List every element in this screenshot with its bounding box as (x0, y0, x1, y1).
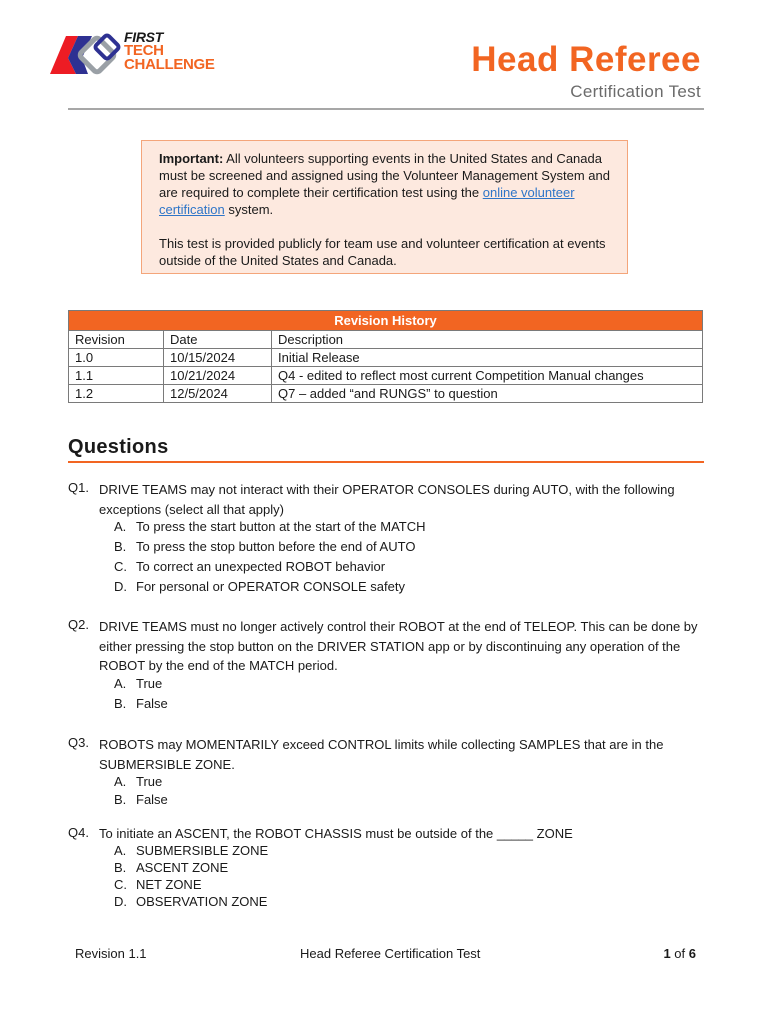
answer-option (114, 519, 708, 539)
notice-text-after-link: system. (224, 202, 274, 217)
answer-options (114, 676, 708, 716)
table-cell: 1.1 (69, 367, 164, 385)
option-text: False (136, 695, 168, 711)
table-cell: 10/21/2024 (164, 367, 272, 385)
page-current: 1 (663, 946, 671, 961)
column-header: Description (272, 331, 703, 349)
option-letter: C. (114, 877, 127, 892)
table-row (69, 385, 703, 403)
answer-option (114, 676, 708, 696)
notice-paragraph-2: This test is provided publicly for team use and volunteer certification at events outside of the United States and Canada. (159, 236, 606, 268)
table-row (69, 349, 703, 367)
question-text: ROBOTS may MOMENTARILY exceed CONTROL limits while collecting SAMPLES that are in the SUBMERSIBLE ZONE. (99, 737, 664, 772)
answer-option (114, 860, 708, 877)
logo-challenge: CHALLENGE (124, 56, 215, 73)
option-letter: B. (114, 695, 127, 711)
option-letter: B. (114, 539, 127, 554)
option-letter: A. (114, 774, 127, 789)
answer-option (114, 843, 708, 860)
answer-options (114, 843, 708, 911)
option-text: False (136, 792, 168, 807)
answer-options (114, 774, 708, 810)
table-row (69, 367, 703, 385)
option-text: To correct an unexpected ROBOT behavior (136, 559, 386, 574)
option-letter: B. (114, 792, 127, 807)
table-header-row (69, 331, 703, 349)
question-number: Q3. (68, 735, 89, 750)
document-subtitle: Certification Test (570, 82, 701, 101)
answer-option (114, 559, 708, 579)
answer-option (114, 774, 708, 792)
option-letter: A. (114, 675, 127, 691)
column-header: Revision (69, 331, 164, 349)
first-tech-challenge-logo-icon (48, 30, 126, 78)
footer-revision: Revision 1.1 (75, 946, 147, 961)
option-text: OBSERVATION ZONE (136, 894, 268, 909)
logo-first: FIRST (124, 29, 163, 45)
table-cell: 10/15/2024 (164, 349, 272, 367)
option-text: NET ZONE (136, 877, 202, 892)
question-text: DRIVE TEAMS may not interact with their OPERATOR CONSOLES during AUTO, with the following exceptions (select all that apply) (99, 482, 675, 517)
question-number: Q2. (68, 617, 89, 632)
table-cell: 12/5/2024 (164, 385, 272, 403)
notice-text-before-link: All volunteers supporting events in the United States and Canada must be screened and assigned using the Volunteer Management System and are required to complete their certification test using the (159, 151, 610, 200)
important-label: Important: (159, 151, 224, 166)
answer-option (114, 539, 708, 559)
option-letter: D. (114, 894, 127, 909)
revision-history-table (68, 310, 703, 403)
questions-divider (68, 461, 704, 463)
revision-history-title: Revision History (69, 311, 703, 331)
first-tech-challenge-logo (48, 30, 238, 80)
option-text: True (136, 774, 163, 789)
logo-wordmark (124, 30, 215, 72)
question-number: Q4. (68, 825, 89, 840)
question-3 (68, 735, 708, 810)
option-text: ASCENT ZONE (136, 860, 229, 875)
question-4 (68, 825, 708, 911)
column-header: Date (164, 331, 272, 349)
question-number: Q1. (68, 480, 89, 495)
answer-option (114, 877, 708, 894)
important-notice-box (141, 140, 628, 274)
document-title: Head Referee (471, 40, 701, 79)
footer-title: Head Referee Certification Test (300, 946, 481, 961)
table-cell: 1.2 (69, 385, 164, 403)
option-letter: A. (114, 519, 127, 534)
option-text: To press the start button at the start of the MATCH (136, 519, 426, 534)
question-2 (68, 617, 708, 716)
logo-tech: TECH (124, 42, 164, 59)
option-letter: C. (114, 559, 127, 574)
header-divider (68, 108, 704, 110)
answer-options (114, 519, 708, 599)
option-text: True (136, 675, 163, 691)
option-letter: B. (114, 860, 127, 875)
questions-heading: Questions (68, 436, 169, 458)
answer-option (114, 579, 708, 599)
question-1 (68, 480, 708, 599)
option-letter: D. (114, 579, 127, 594)
answer-option (114, 792, 708, 810)
page-of: of (670, 946, 689, 961)
table-cell: Initial Release (272, 349, 703, 367)
question-text: To initiate an ASCENT, the ROBOT CHASSIS must be outside of the _____ ZONE (99, 826, 573, 841)
option-text: SUBMERSIBLE ZONE (136, 843, 269, 858)
answer-option (114, 696, 708, 716)
online-volunteer-certification-link[interactable]: online volunteer certification (159, 185, 575, 217)
table-cell: 1.0 (69, 349, 164, 367)
option-letter: A. (114, 843, 127, 858)
answer-option (114, 894, 708, 911)
question-text: DRIVE TEAMS must no longer actively control their ROBOT at the end of TELEOP. This can be done by either pressing the stop button on the DRIVER STATION app or by discontinuing any operation of the ROBOT by the end of the MATCH period. (99, 619, 698, 673)
footer-page-number (663, 946, 696, 961)
option-text: For personal or OPERATOR CONSOLE safety (136, 579, 405, 594)
table-cell: Q7 – added “and RUNGS” to question (272, 385, 703, 403)
option-text: To press the stop button before the end of AUTO (136, 539, 416, 554)
page-total: 6 (688, 946, 696, 961)
table-cell: Q4 - edited to reflect most current Competition Manual changes (272, 367, 703, 385)
notice-paragraph-1 (159, 150, 611, 218)
